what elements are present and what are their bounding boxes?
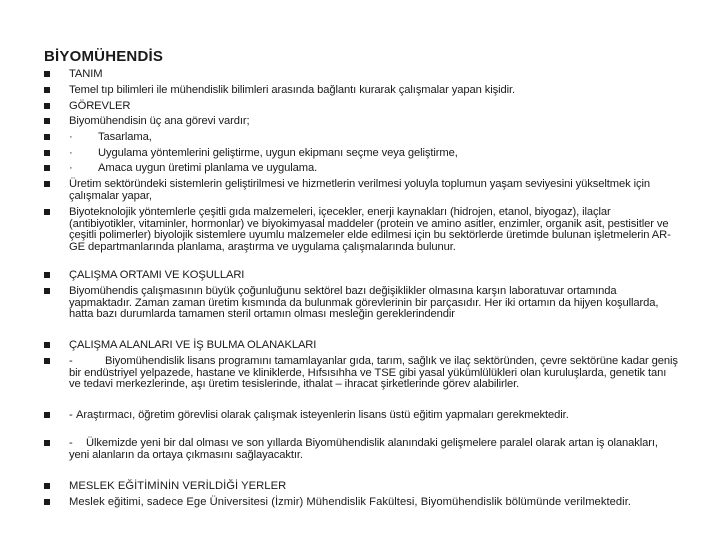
bullet-square-icon <box>44 150 50 156</box>
item-text: Araştırmacı, öğretim görevlisi olarak çalışmak isteyenlerin lisans üstü eğitim yapmaları gerekmektedir. <box>76 409 569 421</box>
item-marker: · <box>69 131 73 143</box>
item-marker: · <box>69 147 73 159</box>
item-text: Amaca uygun üretimi planlama ve uygulama. <box>98 162 318 174</box>
slide-title: BİYOMÜHENDİS <box>44 48 164 65</box>
list-item <box>69 286 679 321</box>
list-item <box>69 438 679 461</box>
bullet-square-icon <box>44 358 50 364</box>
list-item <box>69 85 679 97</box>
item-marker: · <box>69 162 73 174</box>
bullet-square-icon <box>44 342 50 348</box>
bullet-square-icon <box>44 87 50 93</box>
item-text: Tasarlama, <box>98 131 152 143</box>
item-text: ÇALIŞMA ORTAMI VE KOŞULLARI <box>69 269 245 281</box>
list-item <box>69 356 679 391</box>
bullet-square-icon <box>44 71 50 77</box>
list-item <box>69 148 679 160</box>
item-text: Biyomühendis çalışmasının büyük çoğunluğunu sektörel bazı değişiklikler olmasına karşın laboratuvar ortamında yapmaktadır. Zaman zaman üretim kısmında da bulunmak görevlerinin bir parçasıdır. Her iki ortamın da hijyen koşullarda, hatta bazı durumlarda tamamen steril ortamın olması mesleğin gereklerindendir <box>69 285 659 321</box>
list-item <box>69 340 679 352</box>
list-item <box>69 101 679 113</box>
bullet-square-icon <box>44 181 50 187</box>
list-item <box>69 410 679 422</box>
item-text: Meslek eğitimi, sadece Ege Üniversitesi (İzmir) Mühendislik Fakültesi, Biyomühendislik bölümünde verilmektedir. <box>69 496 632 508</box>
item-marker: - <box>69 437 73 449</box>
list-item <box>69 69 679 81</box>
list-item <box>69 116 679 128</box>
item-marker: - <box>69 355 73 367</box>
item-text: Temel tıp bilimleri ile mühendislik bilimleri arasında bağlantı kurarak çalışmalar yapan kişidir. <box>69 84 516 96</box>
bullet-square-icon <box>44 103 50 109</box>
item-text: TANIM <box>69 68 103 80</box>
bullet-square-icon <box>44 272 50 278</box>
item-text: Ülkemizde yeni bir dal olması ve son yıllarda Biyomühendislik alanındaki gelişmelere paralel olarak artan iş olanakları, yeni alanların da ortaya çıkmasını sağlayacaktır. <box>69 437 658 461</box>
bullet-square-icon <box>44 134 50 140</box>
item-text: Biyomühendislik lisans programını tamamlayanlar gıda, tarım, sağlık ve ilaç sektöründen, çevre sektörüne kadar geniş bir endüstriyel yelpazede, hastane ve kliniklerde, Hıfsısıhha ve TSE gibi yasal yükümlülükleri olan kuruluşlarda, genetik tanı ve tedavi merkezlerinde, aşı üretim tesislerinde, ithalat – ihracat şirketlerinde görev alabilirler. <box>69 355 678 391</box>
item-marker: - <box>69 409 73 421</box>
bullet-square-icon <box>44 440 50 446</box>
list-item <box>69 207 679 253</box>
item-text: MESLEK EĞİTİMİNİN VERİLDİĞİ YERLER <box>69 480 287 492</box>
item-text: Biyomühendisin üç ana görevi vardır; <box>69 115 250 127</box>
bullet-square-icon <box>44 118 50 124</box>
bullet-square-icon <box>44 209 50 215</box>
bullet-square-icon <box>44 288 50 294</box>
list-item <box>69 132 679 144</box>
bullet-square-icon <box>44 483 50 489</box>
item-text: Biyoteknolojik yöntemlerle çeşitli gıda malzemeleri, içecekler, enerji kaynakları (hidrojen, etanol, biyogaz), ilaçlar (antibiyotikler, vitaminler, hormonlar) ve biyokimyasal maddeler (protein ve amino asitler, enzimler, organik asit, pestisitler ve çeşitli polimerler) biyolojik sistemlere uyumlu malzemeler elde edilmesi için bu sektörlerde üretimde bulunan işletmelerin AR-GE departmanlarında planlama, araştırma ve uygulama çalışmalarında bulunur. <box>69 206 671 253</box>
bullet-square-icon <box>44 499 50 505</box>
list-item <box>69 481 679 493</box>
item-text: ÇALIŞMA ALANLARI VE İŞ BULMA OLANAKLARI <box>69 339 317 351</box>
item-text: GÖREVLER <box>69 100 131 112</box>
list-item <box>69 179 679 202</box>
item-text: Üretim sektöründeki sistemlerin geliştirilmesi ve hizmetlerin verilmesi yoluyla toplumun yaşam seviyesini yükseltmek için çalışmalar yapar, <box>69 178 651 202</box>
list-item <box>69 270 679 282</box>
item-text: Uygulama yöntemlerini geliştirme, uygun ekipmanı seçme veya geliştirme, <box>98 147 458 159</box>
list-item <box>69 497 679 509</box>
bullet-square-icon <box>44 165 50 171</box>
list-item <box>69 163 679 175</box>
bullet-square-icon <box>44 412 50 418</box>
